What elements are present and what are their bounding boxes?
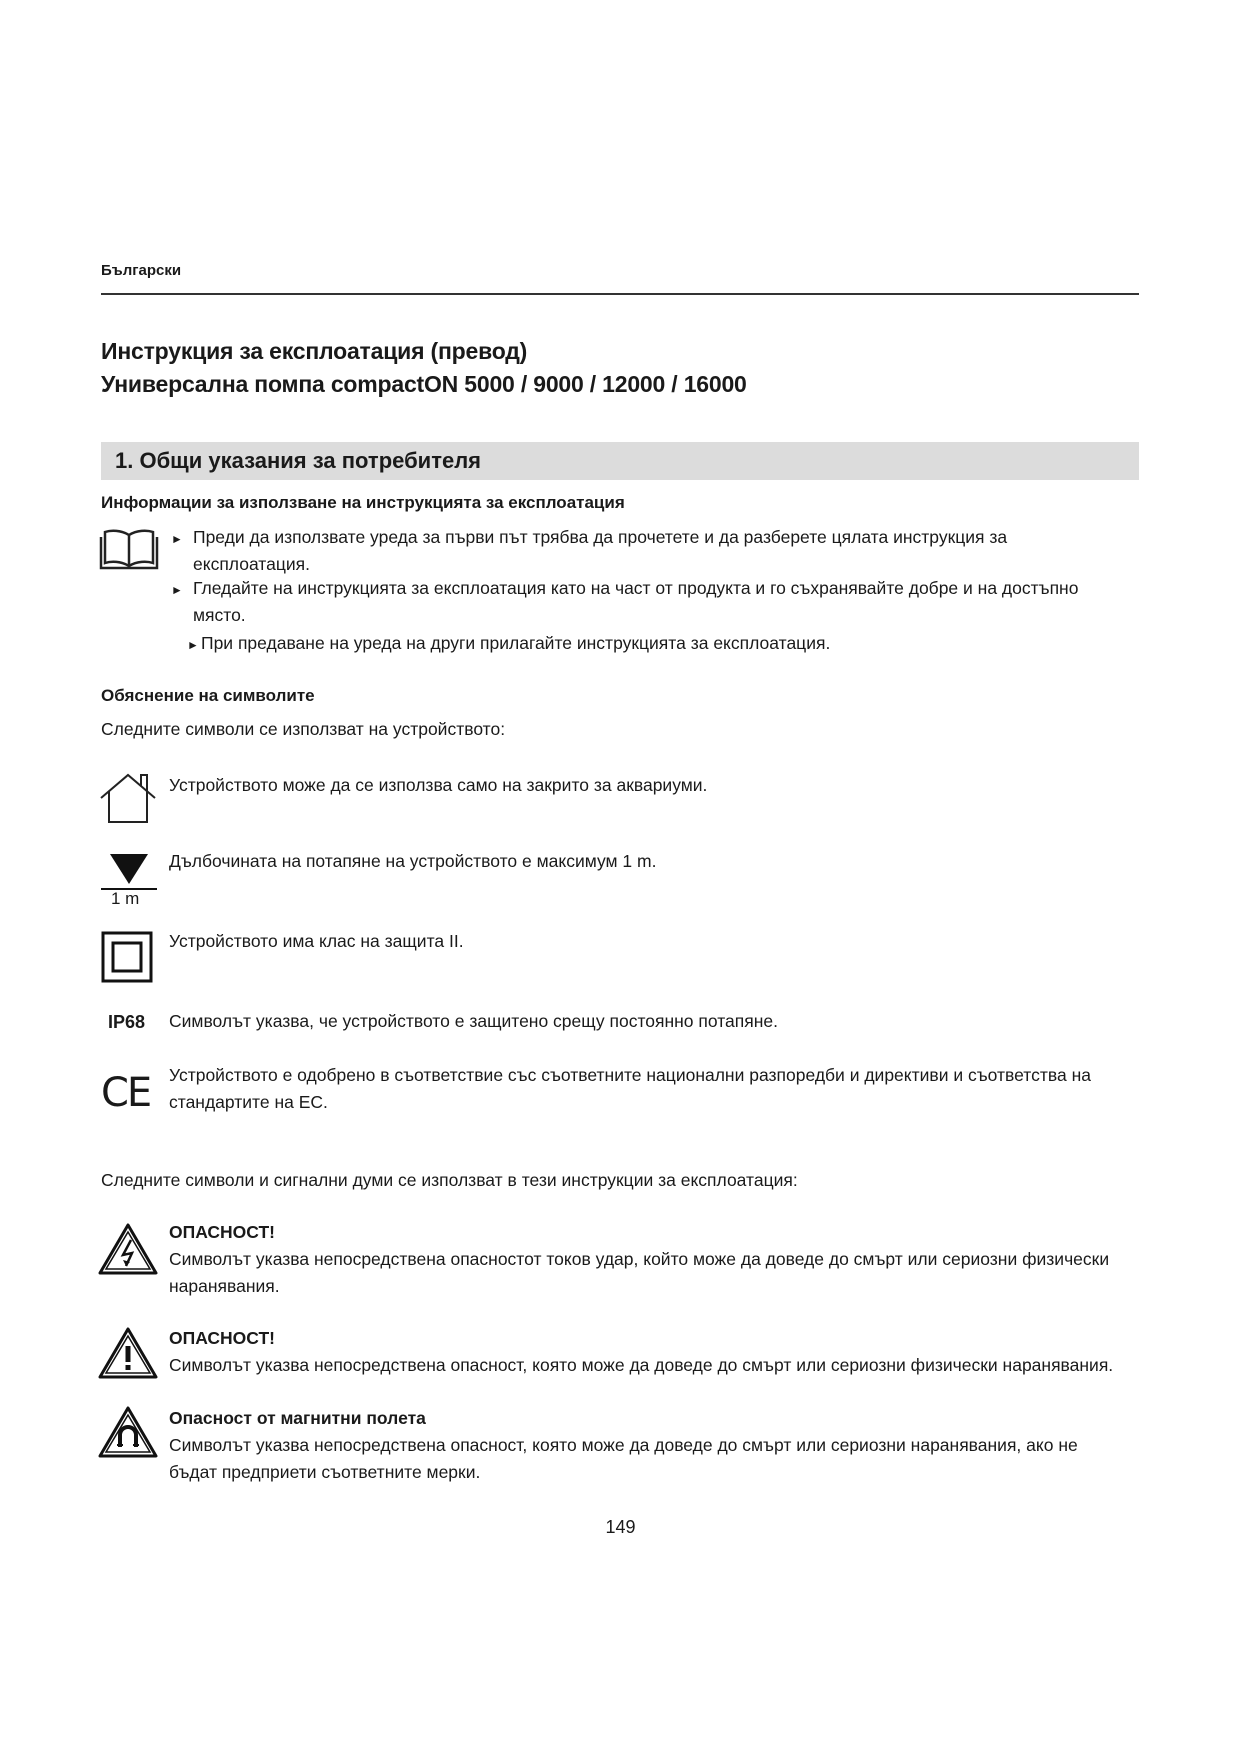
- list-item: При предаване на уреда на други прилагайте инструкцията за експлоатация.: [201, 633, 831, 653]
- page-number: 149: [605, 1517, 636, 1537]
- symbols-intro: Следните символи се използват на устройството:: [101, 719, 506, 739]
- list-item: Преди да използвате уреда за първи път трябва да прочетете и да разберете цялата инструкция за: [193, 527, 1008, 547]
- document-subtitle: Универсална помпа compactON 5000 / 9000 / 12000 / 16000: [101, 371, 747, 397]
- symbol-description: Дълбочината на потапяне на устройството е максимум 1 m.: [169, 851, 657, 871]
- list-item-continued: място.: [193, 605, 246, 625]
- symbols-heading: Обяснение на символите: [101, 686, 315, 705]
- electric-shock-warning-icon: [97, 1222, 159, 1276]
- warning-text: Символът указва непосредствена опасностот токов удар, който може да доведе до смърт или сериозни физически: [169, 1249, 1110, 1269]
- warning-title: ОПАСНОСТ!: [169, 1222, 275, 1242]
- language-label: Български: [101, 262, 182, 279]
- house-icon: [99, 772, 157, 824]
- depth-label: 1 m: [111, 889, 140, 908]
- document-title: Инструкция за експлоатация (превод): [101, 338, 528, 364]
- warning-title: Опасност от магнитни полета: [169, 1408, 426, 1428]
- warning-text-continued: наранявания.: [169, 1276, 280, 1296]
- warning-text-continued: бъдат предприети съответните мерки.: [169, 1462, 481, 1482]
- ip68-label: IP68: [108, 1012, 146, 1032]
- header-rule: [101, 293, 1139, 295]
- bullet-marker: ►: [187, 638, 199, 652]
- general-warning-icon: [97, 1326, 159, 1380]
- warning-text: Символът указва непосредствена опасност, която може да доведе до смърт или сериозни физически наранявания.: [169, 1355, 1114, 1375]
- section-heading: 1. Общи указания за потребителя: [115, 448, 482, 473]
- symbol-description: Устройството има клас на защита II.: [169, 931, 464, 951]
- bullet-marker: ►: [171, 583, 183, 597]
- symbol-description: Устройството може да се използва само на закрито за аквариуми.: [169, 775, 708, 795]
- protection-class-ii-icon: [101, 931, 153, 983]
- list-item-continued: експлоатация.: [193, 554, 310, 574]
- symbol-description: Символът указва, че устройството е защитено срещу постоянно потапяне.: [169, 1011, 778, 1031]
- info-heading: Информации за използване на инструкцията за експлоатация: [101, 493, 625, 512]
- book-icon: [99, 527, 159, 571]
- ce-mark-icon: CE: [101, 1070, 151, 1116]
- warning-title: ОПАСНОСТ!: [169, 1328, 275, 1348]
- list-item: Гледайте на инструкцията за експлоатация като на част от продукта и го съхранявайте добре и на достъпно: [193, 578, 1079, 598]
- symbol-description: Устройството е одобрено в съответствие със съответните национални разпоредби и директиви и съответства на: [169, 1065, 1091, 1085]
- symbol-description-continued: стандартите на ЕС.: [169, 1092, 328, 1112]
- bullet-marker: ►: [171, 532, 183, 546]
- warning-text: Символът указва непосредствена опасност, която може да доведе до смърт или сериозни наранявания, ако не: [169, 1435, 1078, 1455]
- signal-intro: Следните символи и сигнални думи се използват в тези инструкции за експлоатация:: [101, 1170, 798, 1190]
- magnetic-field-warning-icon: [97, 1405, 159, 1459]
